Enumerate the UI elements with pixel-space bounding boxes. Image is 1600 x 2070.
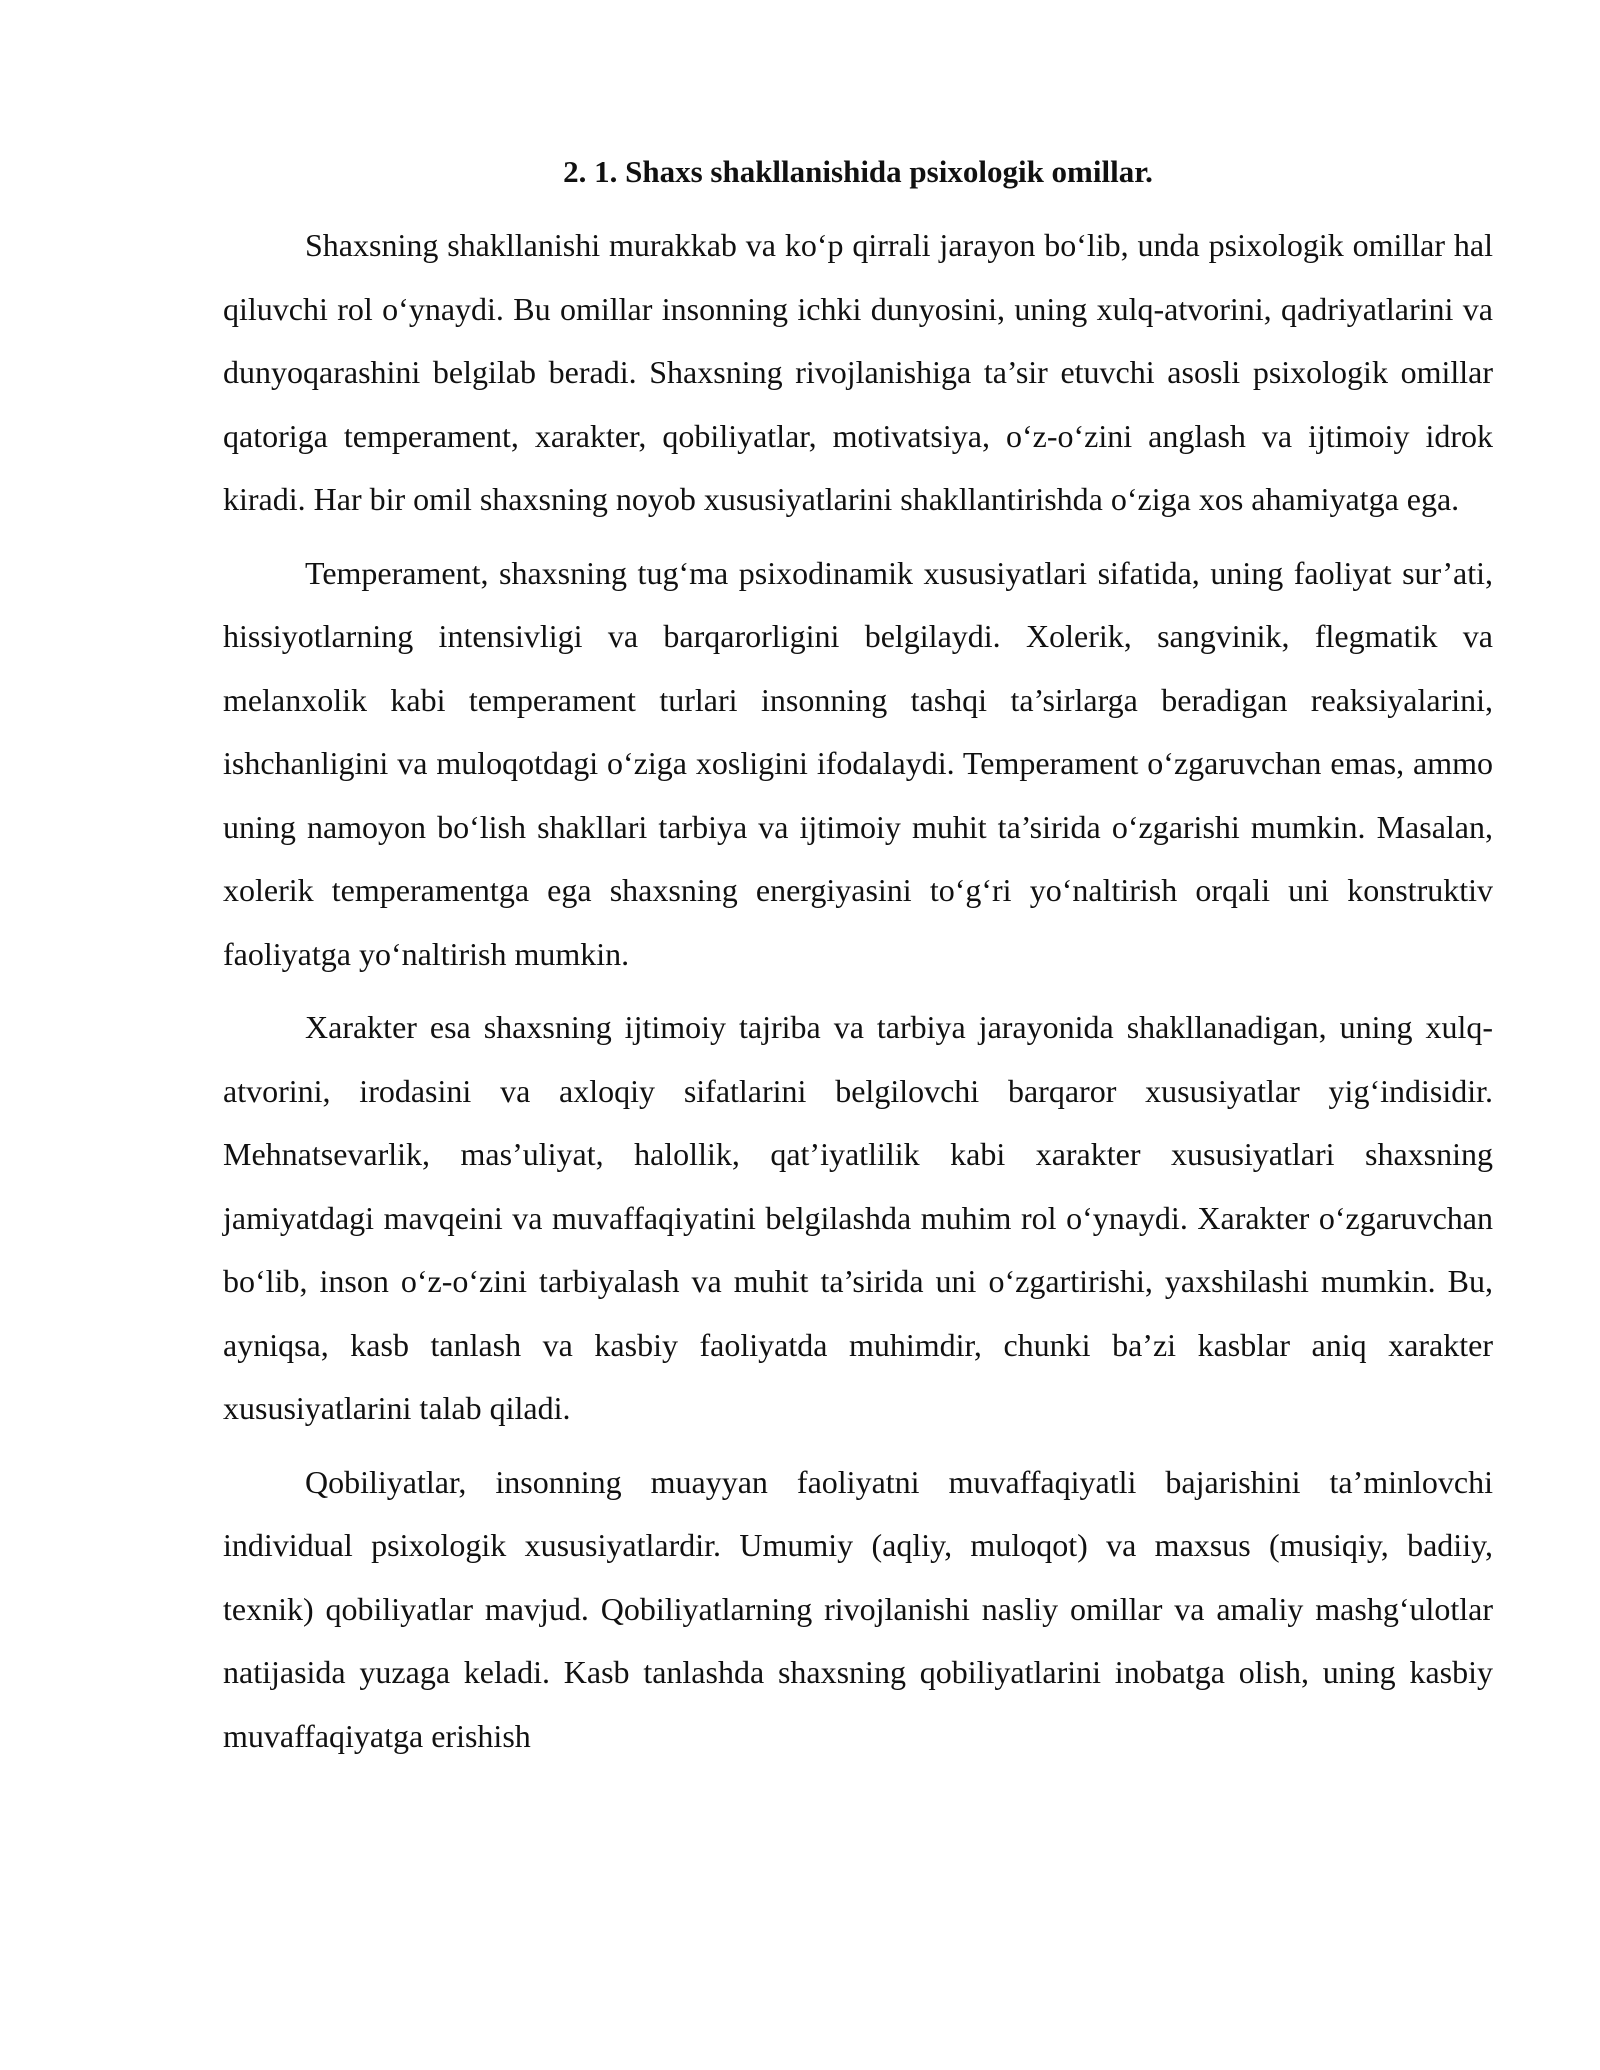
section-heading: 2. 1. Shaxs shakllanishida psixologik omillar. <box>563 154 1153 189</box>
paragraph-abilities: Qobiliyatlar, insonning muayyan faoliyatni muvaffaqiyatli bajarishini ta’minlovchi individual psixologik xususiyatlardir. Umumiy (aqliy, muloqot) va maxsus (musiqiy, badiiy, texnik) qobiliyatlar mavjud. Qobiliyatlarning rivojlanishi nasliy omillar va amaliy mashg‘ulotlar natijasida yuzaga keladi. Kasb tanlashda shaxsning qobiliyatlarini inobatga olish, uning kasbiy muvaffaqiyatga erishish <box>223 1463 1493 1754</box>
paragraph-temperament: Temperament, shaxsning tug‘ma psixodinamik xususiyatlari sifatida, uning faoliyat sur’ati, hissiyotlarning intensivligi va barqarorligini belgilaydi. Xolerik, sangvinik, flegmatik va melanxolik kabi temperament turlari insonning tashqi ta’sirlarga beradigan reaksiyalarini, ishchanligini va muloqotdagi o‘ziga xosligini ifodalaydi. Temperament o‘zgaruvchan emas, ammo uning namoyon bo‘lish shakllari tarbiya va ijtimoiy muhit ta’sirida o‘zgarishi mumkin. Masalan, xolerik temperamentga ega shaxsning energiyasini to‘g‘ri yo‘naltirish orqali uni konstruktiv faoliyatga yo‘naltirish mumkin. <box>223 554 1493 972</box>
document-body <box>223 150 1493 1778</box>
paragraph-intro: Shaxsning shakllanishi murakkab va ko‘p qirrali jarayon bo‘lib, unda psixologik omillar hal qiluvchi rol o‘ynaydi. Bu omillar insonning ichki dunyosini, uning xulq-atvorini, qadriyatlarini va dunyoqarashini belgilab beradi. Shaxsning rivojlanishiga ta’sir etuvchi asosli psixologik omillar qatoriga temperament, xarakter, qobiliyatlar, motivatsiya, o‘z-o‘zini anglash va ijtimoiy idrok kiradi. Har bir omil shaxsning noyob xususiyatlarini shakllantirishda o‘ziga xos ahamiyatga ega. <box>223 227 1493 517</box>
paragraph-character: Xarakter esa shaxsning ijtimoiy tajriba va tarbiya jarayonida shakllanadigan, uning xulq-atvorini, irodasini va axloqiy sifatlarini belgilovchi barqaror xususiyatlar yig‘indisidir. Mehnatsevarlik, mas’uliyat, halollik, qat’iyatlilik kabi xarakter xususiyatlari shaxsning jamiyatdagi mavqeini va muvaffaqiyatini belgilashda muhim rol o‘ynaydi. Xarakter o‘zgaruvchan bo‘lib, inson o‘z-o‘zini tarbiyalash va muhit ta’sirida uni o‘zgartirishi, yaxshilashi mumkin. Bu, ayniqsa, kasb tanlash va kasbiy faoliyatda muhimdir, chunki ba’zi kasblar aniq xarakter xususiyatlarini talab qiladi. <box>223 1009 1493 1426</box>
